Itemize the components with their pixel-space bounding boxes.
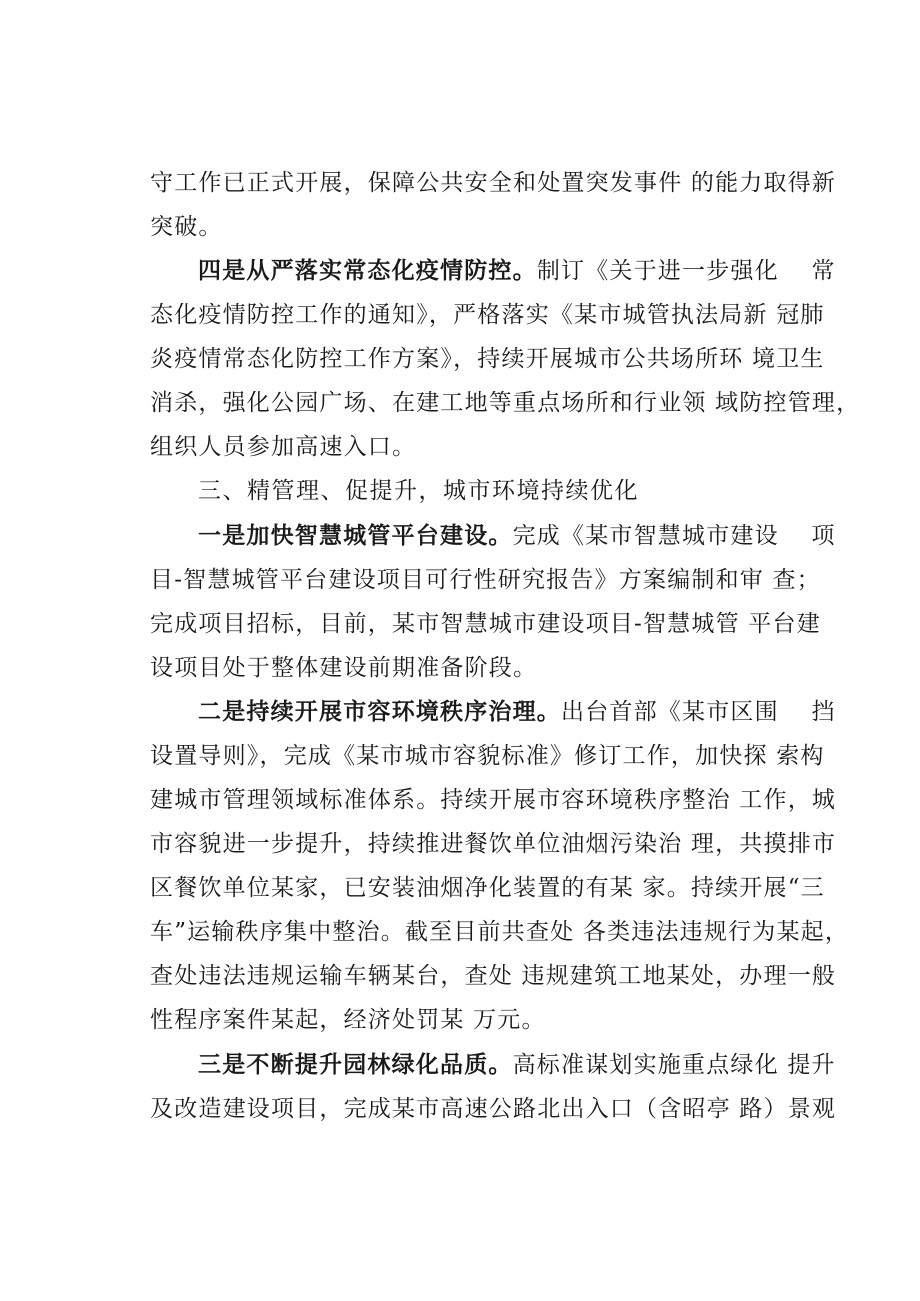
- paragraph-line: 突破。: [150, 214, 223, 240]
- paragraph-line: 炎疫情常态化防控工作方案》，持续开展城市公共场所环 境卫生: [150, 346, 825, 372]
- paragraph-line: 车”运输秩序集中整治。截至目前共查处 各类违法违规行为某起，: [150, 919, 850, 945]
- paragraph-lead: 四是从严落实常态化疫情防控。: [198, 257, 537, 284]
- paragraph-line: 建城市管理领域标准体系。持续开展市容环境秩序整治 工作，城: [150, 787, 837, 813]
- paragraph-line: 区餐饮单位某家，已安装油烟净化装置的有某 家。持续开展“三: [150, 875, 825, 901]
- paragraph-line: 守工作已正式开展，保障公共安全和处置突发事件 的能力取得新: [150, 170, 837, 196]
- paragraph-line: 市容貌进一步提升，持续推进餐饮单位油烟污染治 理，共摸排市: [150, 831, 837, 857]
- paragraph-line: 目-智慧城管平台建设项目可行性研究报告》方案编制和审 查；: [150, 567, 821, 593]
- paragraph-line: 及改造建设项目，完成某市高速公路北出入口（含昭亭 路）景观: [150, 1096, 837, 1122]
- paragraph-text: 高标准谋划实施重点绿化 提升: [512, 1052, 836, 1078]
- paragraph-first-line: [198, 253, 836, 289]
- paragraph-line: 设置导则》，完成《某市城市容貌标准》修订工作，加快探 索构: [150, 743, 825, 769]
- paragraph-line: 完成项目招标，目前，某市智慧城市建设项目-智慧城管 平台建: [150, 611, 821, 637]
- paragraph-lead: 二是持续开展市容环境秩序治理。: [198, 698, 561, 725]
- paragraph-lead: 三是不断提升园林绿化品质。: [198, 1051, 513, 1078]
- paragraph-line: 性程序案件某起，经济处罚某 万元。: [150, 1007, 546, 1033]
- paragraph-line: 查处违法违规运输车辆某台，查处 违规建筑工地某处，办理一般: [150, 963, 837, 989]
- paragraph-first-line: [198, 518, 836, 554]
- paragraph-lead: 一是加快智慧城管平台建设。: [198, 522, 513, 549]
- section-heading: 三、精管理、促提升，城市环境持续优化: [198, 478, 639, 504]
- paragraph-line: 设项目处于整体建设前期准备阶段。: [150, 655, 538, 681]
- paragraph-first-line: [198, 1047, 836, 1083]
- paragraph-line: 组织人员参加高速入口。: [150, 434, 417, 460]
- paragraph-text: 制订《关于进一步强化 常: [536, 258, 836, 284]
- paragraph-first-line: [198, 694, 836, 730]
- paragraph-text: 出台首部《某市区围 挡: [561, 699, 836, 725]
- paragraph-line: 态化疫情防控工作的通知》，严格落实《某市城管执法局新 冠肺: [150, 302, 825, 328]
- paragraph-text: 完成《某市智慧城市建设 项: [512, 523, 836, 549]
- paragraph-line: 消杀，强化公园广场、在建工地等重点场所和行业领 域防控管理，: [150, 390, 861, 416]
